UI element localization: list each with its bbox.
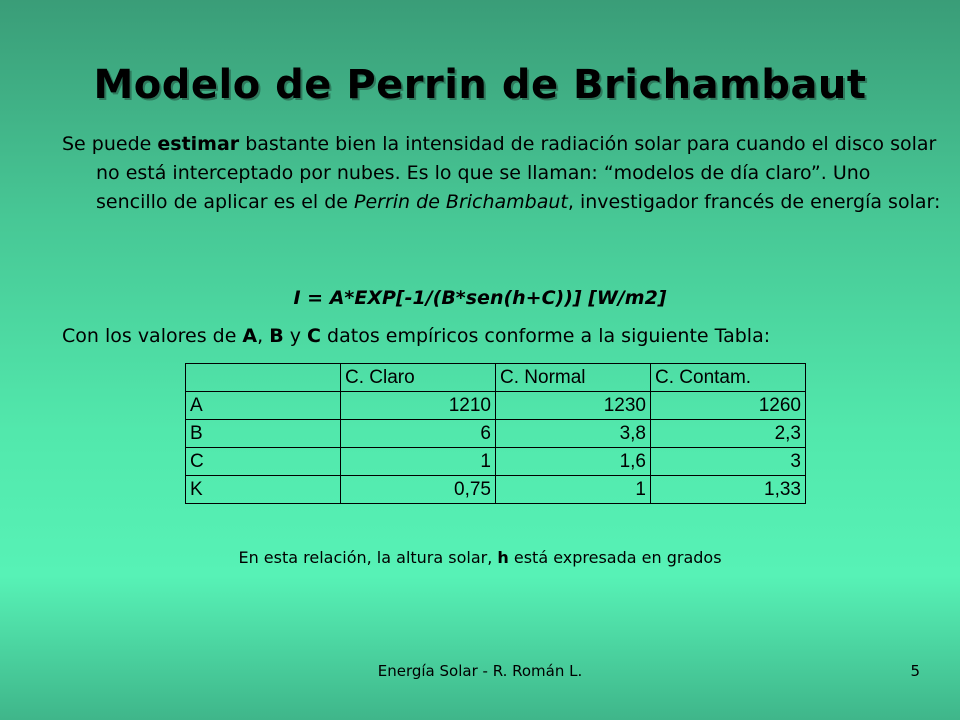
intro-text-2: bastante bien la intensidad de radiación solar para cuando el disco solar no está interceptado por nubes. Es lo que se llaman: “modelos de día claro”. Uno sencillo de aplicar es el de [96,133,937,213]
table-header-row [186,364,806,392]
slide-footer: Energía Solar - R. Román L. [377,662,583,680]
intro-bold-estimar: estimar [157,133,240,155]
formula: I = A*EXP[-1/(B*sen(h+C))] [W/m2] [293,287,667,309]
table-cell: 1210 [341,392,496,420]
table-row [186,476,806,504]
intro-italic-name: Perrin de Brichambaut [354,191,568,213]
table-header-cell [186,364,341,392]
table-intro-a: A [242,325,258,347]
table-cell: 6 [341,420,496,448]
note-text-1: En esta relación, la altura solar, [238,548,498,567]
table-cell: 3 [651,448,806,476]
table-cell: 1 [341,448,496,476]
table-cell: 1230 [496,392,651,420]
table-cell: 0,75 [341,476,496,504]
table-cell: A [186,392,341,420]
table-intro-b: B [269,325,284,347]
table-cell: B [186,420,341,448]
table-cell: 1 [496,476,651,504]
note-bold-h: h [497,548,509,567]
coefficients-table [185,363,806,504]
table-row [186,448,806,476]
slide-title: Modelo de Perrin de Brichambaut [93,62,867,108]
table-cell: 2,3 [651,420,806,448]
table-cell: 1,6 [496,448,651,476]
table-intro-text-2: datos empíricos conforme a la siguiente Tabla: [321,325,771,347]
note-text-2: está expresada en grados [508,548,722,567]
intro-text-1: Se puede [62,133,158,155]
intro-paragraph [62,130,946,217]
table-cell: 1260 [651,392,806,420]
table-cell: 3,8 [496,420,651,448]
table-intro-text-1: Con los valores de [62,325,243,347]
table-cell: C [186,448,341,476]
page-number: 5 [910,662,920,680]
units-note [0,548,960,567]
table-header-cell: C. Claro [341,364,496,392]
table-intro-sep1: , [257,325,270,347]
table-intro-c: C [307,325,321,347]
table-row [186,420,806,448]
table-cell: K [186,476,341,504]
table-cell: 1,33 [651,476,806,504]
table-header-cell: C. Contam. [651,364,806,392]
table-intro-paragraph [62,322,932,351]
table-row [186,392,806,420]
intro-text-3: , investigador francés de energía solar: [567,191,941,213]
table-intro-sep2: y [283,325,308,347]
table-header-cell: C. Normal [496,364,651,392]
